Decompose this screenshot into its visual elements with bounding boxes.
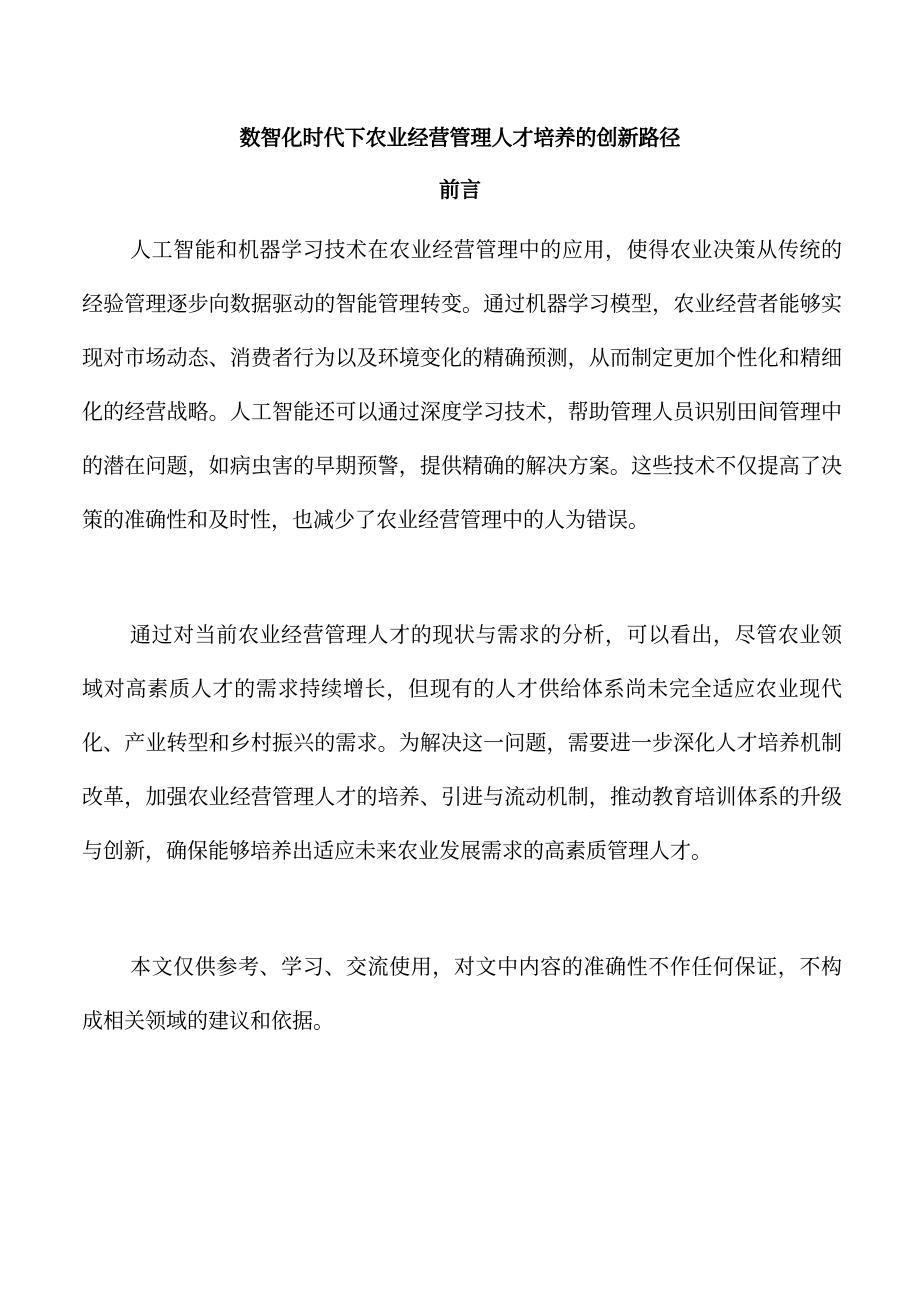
section-heading-preface: 前言 [439,177,481,202]
document-title: 数智化时代下农业经营管理人才培养的创新路径 [239,125,681,150]
paragraph-talent-needs: 通过对当前农业经营管理人才的现状与需求的分析，可以看出，尽管农业领域对高素质人才的需求持续增长，但现有的人才供给体系尚未完全适应农业现代化、产业转型和乡村振兴的需求。为解决这一问题，需要进一步深化人才培养机制改革，加强农业经营管理人才的培养、引进与流动机制，推动教育培训体系的升级与创新，确保能够培养出适应未来农业发展需求的高素质管理人才。 [82,623,842,863]
paragraph-disclaimer: 本文仅供参考、学习、交流使用，对文中内容的准确性不作任何保证，不构成相关领域的建议和依据。 [82,955,842,1033]
paragraph-ai-in-agriculture: 人工智能和机器学习技术在农业经营管理中的应用，使得农业决策从传统的经验管理逐步向数据驱动的智能管理转变。通过机器学习模型，农业经营者能够实现对市场动态、消费者行为以及环境变化的精确预测，从而制定更加个性化和精细化的经营战略。人工智能还可以通过深度学习技术，帮助管理人员识别田间管理中的潜在问题，如病虫害的早期预警，提供精确的解决方案。这些技术不仅提高了决策的准确性和及时性，也减少了农业经营管理中的人为错误。 [82,238,842,532]
